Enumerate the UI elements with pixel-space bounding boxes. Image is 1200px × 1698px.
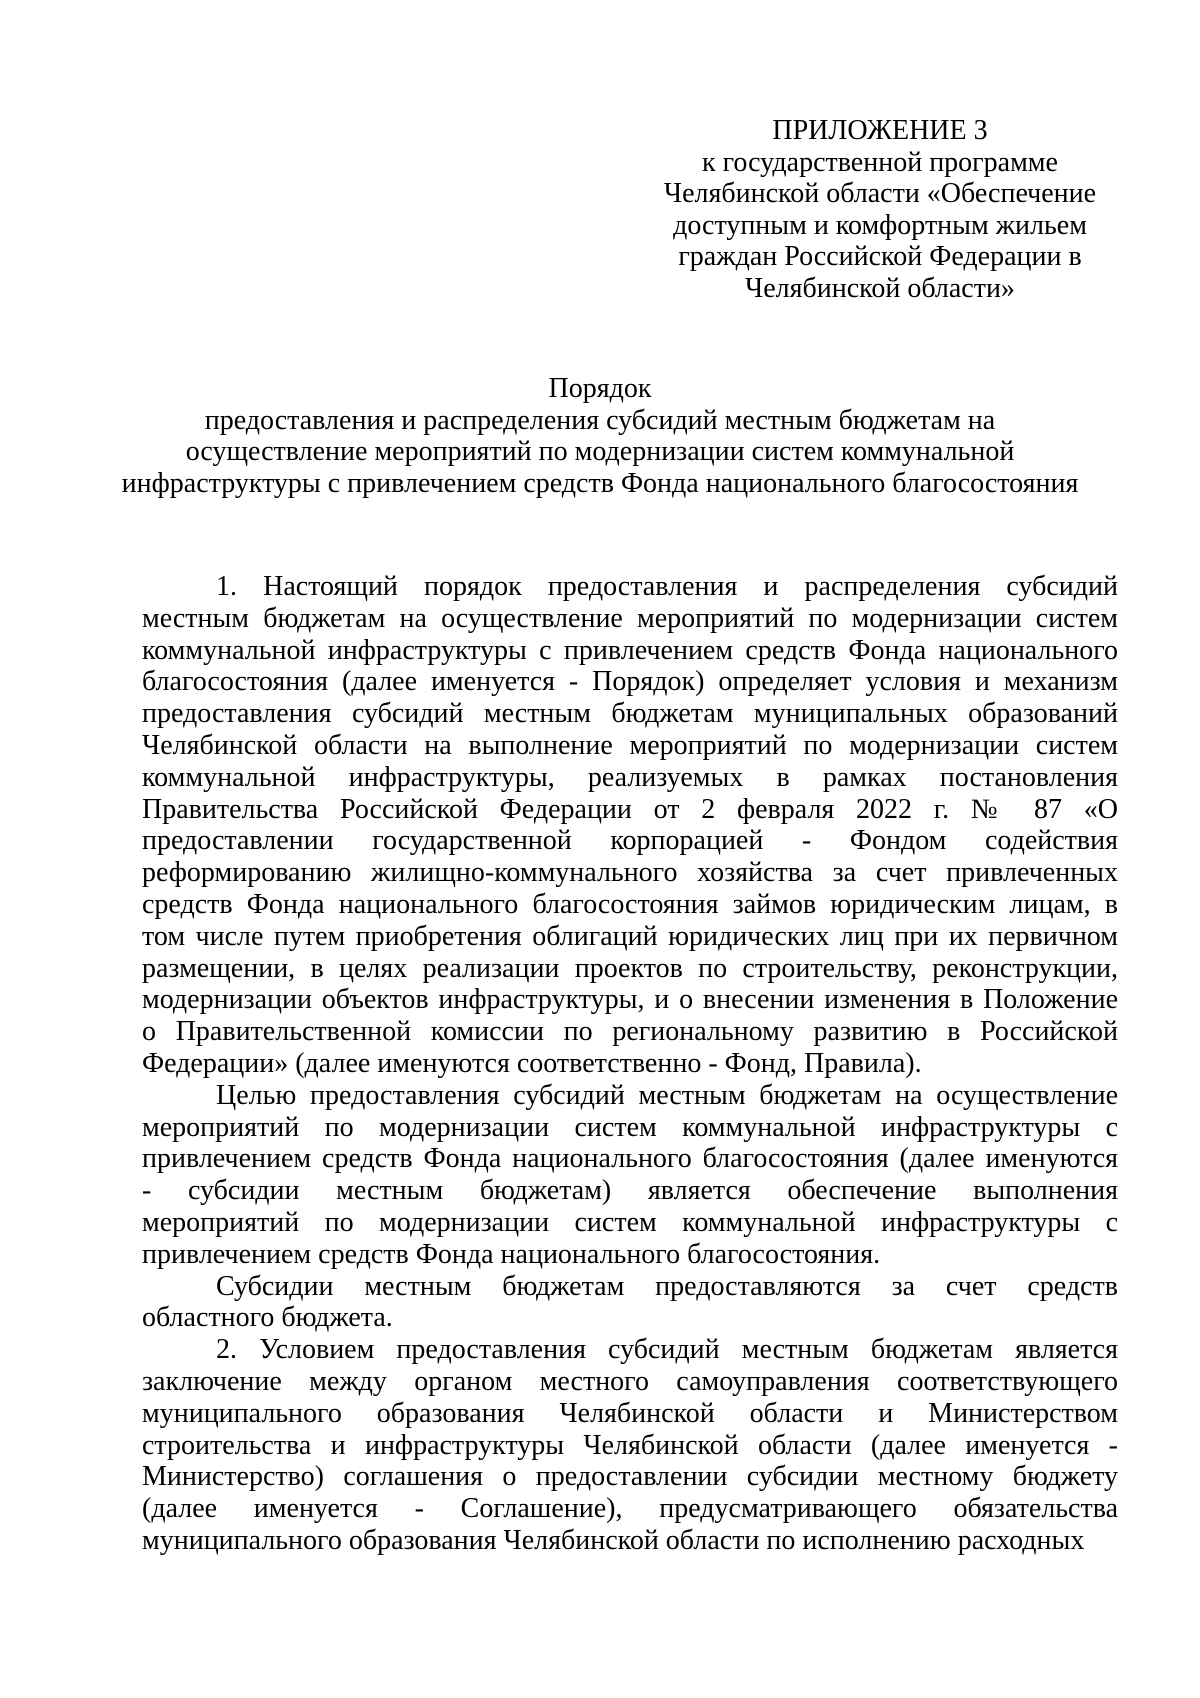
paragraph-line: 1. Настоящий порядок предоставления и распределения субсидий: [216, 571, 1118, 602]
paragraph-line: привлечением средств Фонда национального благосостояния.: [142, 1238, 881, 1270]
title-line: предоставления и распределения субсидий местным бюджетам на: [204, 404, 996, 436]
paragraph-line: коммунальной инфраструктуры, реализуемых в рамках постановления: [142, 761, 1118, 793]
paragraph-line: Субсидии местным бюджетам предоставляются за счет средств: [216, 1270, 1118, 1302]
paragraph: [142, 1334, 1118, 1557]
appendix-line: Челябинской области «Обеспечение: [663, 178, 1097, 209]
appendix-line: граждан Российской Федерации в: [678, 241, 1082, 272]
title-heading: Порядок: [548, 373, 652, 404]
paragraph-line: модернизации объектов инфраструктуры, и о внесении изменения в Положение: [142, 984, 1118, 1016]
title-line: осуществление мероприятий по модернизации систем коммунальной: [185, 436, 1015, 467]
paragraph-line: 2. Условием предоставления субсидий местным бюджетам является: [216, 1334, 1118, 1366]
paragraph-line: местным бюджетам на осуществление мероприятий по модернизации систем: [142, 602, 1118, 634]
document-title: [100, 373, 1100, 499]
paragraph-line: реформированию жилищно-коммунального хозяйства за счет привлеченных: [142, 857, 1118, 889]
paragraph-line: предоставления субсидий местным бюджетам муниципальных образований: [142, 698, 1118, 730]
paragraph-line: муниципального образования Челябинской области по исполнению расходных: [142, 1524, 1085, 1556]
paragraph: [142, 1271, 1118, 1335]
paragraph-line: том числе путем приобретения облигаций юридических лиц при их первичном: [142, 920, 1118, 952]
paragraph-line: привлечением средств Фонда национального благосостояния (далее именуются: [142, 1143, 1118, 1175]
paragraph-line: муниципального образования Челябинской области и Министерством: [142, 1397, 1118, 1429]
paragraph-line: Федерации» (далее именуются соответственно - Фонд, Правила).: [142, 1047, 922, 1079]
title-line: инфраструктуры с привлечением средств Фонда национального благосостояния: [121, 467, 1079, 499]
appendix-block: [640, 115, 1120, 304]
paragraph-line: Министерство) соглашения о предоставлении субсидии местному бюджету: [142, 1461, 1118, 1493]
paragraph-line: размещении, в целях реализации проектов по строительству, реконструкции,: [142, 952, 1118, 984]
paragraph: [142, 1080, 1118, 1271]
appendix-line: к государственной программе: [702, 146, 1058, 178]
paragraph-line: областного бюджета.: [142, 1302, 393, 1334]
paragraph: [142, 571, 1118, 1080]
paragraph-line: Правительства Российской Федерации от 2 февраля 2022 г. № 87 «О: [142, 793, 1118, 825]
appendix-title: ПРИЛОЖЕНИЕ 3: [772, 115, 988, 146]
paragraph-line: мероприятий по модернизации систем коммунальной инфраструктуры с: [142, 1111, 1118, 1143]
paragraph-line: (далее именуется - Соглашение), предусматривающего обязательства: [142, 1493, 1118, 1525]
paragraph-line: мероприятий по модернизации систем коммунальной инфраструктуры с: [142, 1206, 1118, 1238]
paragraph-line: - субсидии местным бюджетам) является обеспечение выполнения: [142, 1175, 1118, 1207]
paragraph-line: коммунальной инфраструктуры с привлечением средств Фонда национального: [142, 634, 1118, 666]
appendix-line: доступным и комфортным жильем: [673, 209, 1087, 241]
document-body: [142, 571, 1118, 1557]
paragraph-line: о Правительственной комиссии по региональному развитию в Российской: [142, 1016, 1118, 1048]
paragraph-line: Целью предоставления субсидий местным бюджетам на осуществление: [216, 1079, 1118, 1111]
paragraph-line: Челябинской области на выполнение мероприятий по модернизации систем: [142, 729, 1118, 761]
paragraph-line: заключение между органом местного самоуправления соответствующего: [142, 1365, 1118, 1397]
paragraph-line: средств Фонда национального благосостояния займов юридическим лицам, в: [142, 888, 1118, 920]
paragraph-line: предоставлении государственной корпорацией - Фондом содействия: [142, 825, 1118, 857]
paragraph-line: строительства и инфраструктуры Челябинской области (далее именуется -: [142, 1429, 1118, 1461]
paragraph-line: благосостояния (далее именуется - Порядок) определяет условия и механизм: [142, 666, 1118, 698]
appendix-line: Челябинской области»: [745, 272, 1015, 304]
